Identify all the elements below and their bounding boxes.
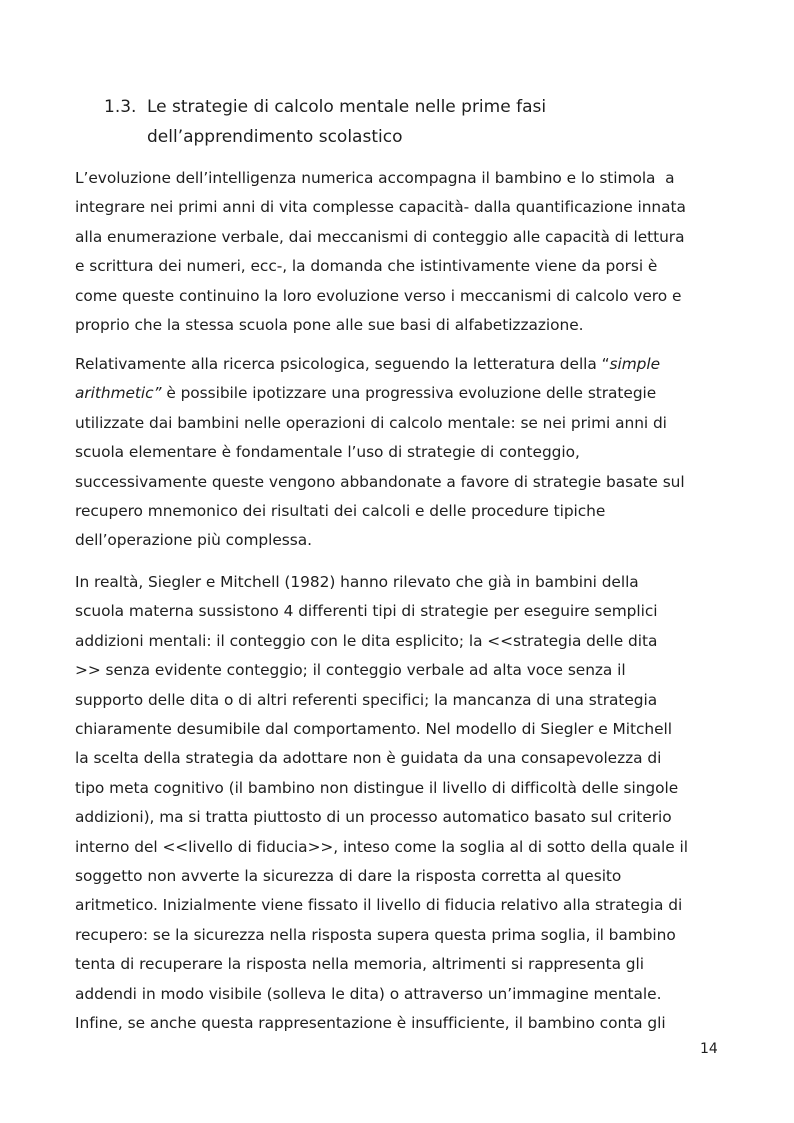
italic-term: simple (609, 355, 661, 373)
paragraph-line: proprio che la stessa scuola pone alle sue basi di alfabetizzazione. (75, 316, 584, 335)
paragraph-1 (75, 164, 725, 340)
paragraph-line (75, 350, 725, 379)
section-heading-line1 (104, 92, 704, 122)
paragraph-line: addendi in modo visibile (solleva le dita) o attraverso un’immagine mentale. (75, 984, 662, 1003)
paragraph-3 (75, 568, 725, 1039)
paragraph-line: >> senza evidente conteggio; il conteggio verbale ad alta voce senza il (75, 661, 626, 680)
page-number: 14 (700, 1041, 718, 1057)
paragraph-line: tenta di recuperare la risposta nella memoria, altrimenti si rappresenta gli (75, 955, 644, 974)
paragraph-line: e scrittura dei numeri, ecc-, la domanda che istintivamente viene da porsi è (75, 257, 658, 276)
paragraph-line: In realtà, Siegler e Mitchell (1982) hanno rilevato che già in bambini della (75, 573, 639, 591)
paragraph-line: supporto delle dita o di altri referenti specifici; la mancanza di una strategia (75, 690, 658, 709)
paragraph-line: alla enumerazione verbale, dai meccanismi di conteggio alle capacità di lettura (75, 227, 685, 246)
line-text: Relativamente alla ricerca psicologica, seguendo la letteratura della “ (75, 355, 610, 373)
paragraph-line: come queste continuino la loro evoluzione verso i meccanismi di calcolo vero e (75, 286, 682, 305)
paragraph-line: recupero: se la sicurezza nella risposta supera questa prima soglia, il bambino (75, 925, 676, 944)
paragraph-line: chiaramente desumibile dal comportamento. Nel modello di Siegler e Mitchell (75, 720, 672, 739)
paragraph-line: scuola materna sussistono 4 differenti tipi di strategie per eseguire semplici (75, 602, 658, 621)
line-text: è possibile ipotizzare una progressiva evoluzione delle strategie (161, 384, 657, 403)
paragraph-line: interno del <<livello di fiducia>>, inteso come la soglia al di sotto della quale il (75, 837, 688, 856)
paragraph-line: aritmetico. Inizialmente viene fissato il livello di fiducia relativo alla strategia di (75, 896, 683, 915)
paragraph-line: soggetto non avverte la sicurezza di dare la risposta corretta al quesito (75, 867, 622, 886)
paragraph-line: L’evoluzione dell’intelligenza numerica accompagna il bambino e lo stimola a (75, 169, 675, 187)
paragraph-line: addizioni), ma si tratta piuttosto di un processo automatico basato sul criterio (75, 808, 672, 827)
section-heading (104, 92, 704, 152)
paragraph-line: recupero mnemonico dei risultati dei calcoli e delle procedure tipiche (75, 502, 606, 521)
paragraph-line (75, 379, 725, 408)
paragraph-line: addizioni mentali: il conteggio con le dita esplicito; la <<strategia delle dita (75, 631, 658, 650)
section-title-line1: Le strategie di calcolo mentale nelle prime fasi (147, 97, 547, 117)
paragraph-line: dell’operazione più complessa. (75, 531, 312, 550)
section-number: 1.3. (104, 97, 137, 117)
paragraph-line: utilizzate dai bambini nelle operazioni di calcolo mentale: se nei primi anni di (75, 413, 667, 432)
paragraph-line: integrare nei primi anni di vita complesse capacità- dalla quantificazione innata (75, 198, 686, 217)
italic-term: arithmetic” (75, 384, 162, 403)
section-title-line2: dell’apprendimento scolastico (147, 127, 403, 147)
paragraph-line: tipo meta cognitivo (il bambino non distingue il livello di difficoltà delle singole (75, 778, 679, 797)
paragraph-line: Infine, se anche questa rappresentazione è insufficiente, il bambino conta gli (75, 1014, 666, 1033)
paragraph-line: la scelta della strategia da adottare non è guidata da una consapevolezza di (75, 749, 662, 768)
paragraph-line: successivamente queste vengono abbandonate a favore di strategie basate sul (75, 472, 685, 491)
paragraph-line: scuola elementare è fondamentale l’uso di strategie di conteggio, (75, 443, 580, 462)
paragraph-2 (75, 350, 725, 556)
